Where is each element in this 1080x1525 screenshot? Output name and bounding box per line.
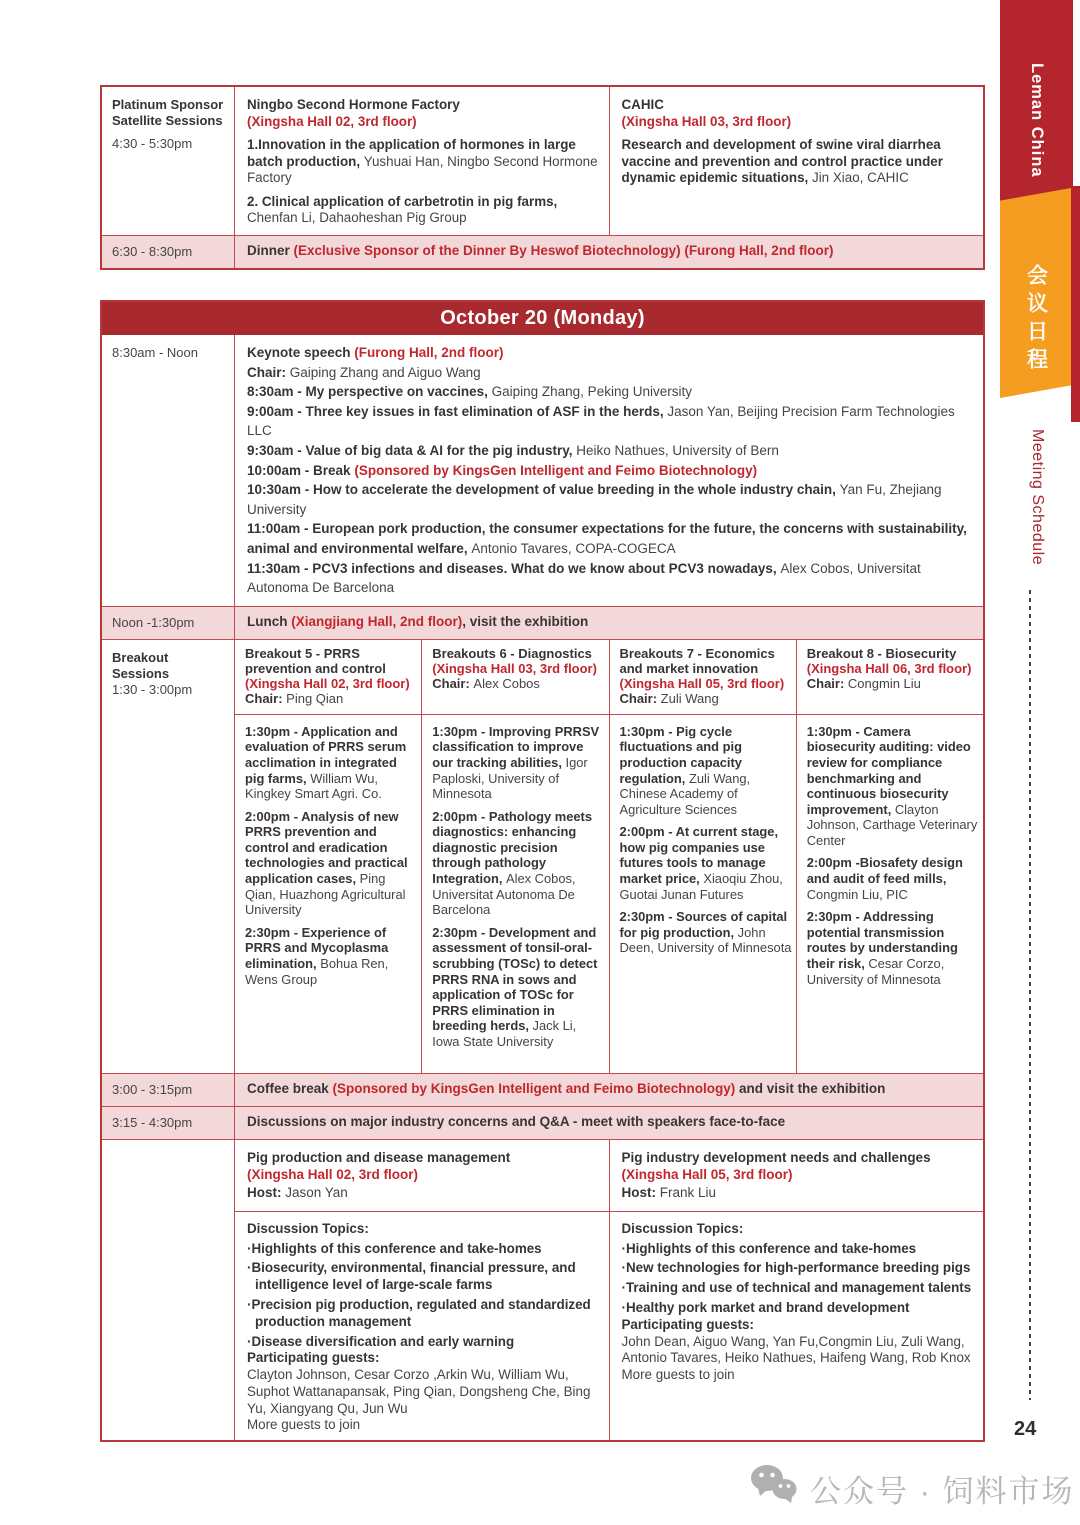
satellite-row <box>102 87 983 235</box>
sidebar-dotted-line <box>1029 590 1031 1400</box>
panels-header-row <box>235 1140 983 1212</box>
breakout6-header: Breakouts 6 - Diagnostics (Xingsha Hall 03, 3rd floor) Chair: Alex Cobos <box>422 640 609 714</box>
keynote-cell: Keynote speech (Furong Hall, 2nd floor) Chair: Gaiping Zhang and Aiguo Wang 8:30am - My perspective on vaccines, Gaiping Zhang, Peking University 9:00am - Three key issues in fast elimination of ASF in the herds, Jason Yan, Beijing Precision Farm Technologies LLC 9:30am - Value of big data & AI for the pig industry, Heiko Nathues, University of Bern 10:00am - Break (Sponsored by KingsGen Intelligent and Feimo Biotechnology) 10:30am - How to accelerate the development of value breeding in the whole industry chain, Yan Fu, Zhejiang University 11:00am - European pork production, the consumer expectations for the future, the concerns with sustainability, animal and environmental welfare, Antonio Tavares, COPA-COGECA 11:30am - PCV3 infections and diseases. What do we know about PCV3 nowadays, Alex Cobos, Universitat Autonoma De Barcelona <box>247 345 967 596</box>
breakout5-content: 1:30pm - Application and evaluation of PRRS serum acclimation in integrated pig farms, William Wu, Kingkey Smart Agri. Co. 2:00pm - Analysis of new PRRS prevention and control and eradication technologies and practical application cases, Ping Qian, Huazhong Agricultural University 2:30pm - Experience of PRRS and Mycoplasma elimination, Bohua Ren, Wens Group <box>235 715 422 1073</box>
panels-grid <box>235 1140 983 1441</box>
breakout8-content: 1:30pm - Camera biosecurity auditing: video review for compliance benchmarking and continuous biosecurity improvement, Clayton Johnson, Carthage Veterinary Center 2:00pm -Biosafety design and audit of feed mills, Congmin Liu, PIC 2:30pm - Addressing potential transmission routes by understanding their risk, Cesar Corzo, University of Minnesota <box>806 723 978 987</box>
wechat-icon <box>750 1464 798 1512</box>
panel-pig-production-header: Pig production and disease management (Xingsha Hall 02, 3rd floor) Host: Jason Yan <box>235 1140 610 1211</box>
satellite-session-cahic: CAHIC (Xingsha Hall 03, 3rd floor) Research and development of swine viral diarrhea vaccine and prevention and control practice under dynamic epidemic situations, Jin Xiao, CAHIC <box>621 97 943 185</box>
coffee-break-row <box>102 1073 983 1106</box>
dinner-time-cell: 6:30 - 8:30pm <box>102 236 235 268</box>
coffee-time-cell: 3:00 - 3:15pm <box>102 1074 235 1106</box>
dinner-row <box>102 235 983 268</box>
panels-empty-time-cell <box>102 1140 235 1441</box>
breakout-grid <box>235 640 983 1073</box>
panel-pig-industry-header: Pig industry development needs and challenges (Xingsha Hall 05, 3rd floor) Host: Frank Liu <box>621 1149 931 1200</box>
sidebar-red-sliver <box>1071 186 1080 422</box>
lunch-cell: Lunch (Xiangjiang Hall, 2nd floor), visit the exhibition <box>247 614 589 630</box>
satellite-time-cell: Platinum Sponsor Satellite Sessions 4:30 - 5:30pm <box>102 87 235 235</box>
sidebar-brand-wrap <box>1000 40 1073 200</box>
breakout-header-row <box>235 640 983 715</box>
breakout-section <box>102 639 983 1073</box>
keynote-time-cell: 8:30am - Noon <box>102 335 235 606</box>
breakout7-header: Breakouts 7 - Economics and market innovation (Xingsha Hall 05, 3rd floor) Chair: Zuli Wang <box>610 640 797 714</box>
coffee-cell: Coffee break (Sponsored by KingsGen Intelligent and Feimo Biotechnology) and visit the exhibition <box>247 1081 886 1097</box>
sidebar-section-title: Meeting Schedule <box>1029 428 1046 566</box>
keynote-row <box>102 335 983 606</box>
watermark <box>750 1464 1075 1512</box>
sidebar-cn-title: 会议日程 <box>1024 264 1048 376</box>
discussions-time-cell: 3:15 - 4:30pm <box>102 1107 235 1139</box>
discussions-cell: Discussions on major industry concerns and Q&A - meet with speakers face-to-face <box>247 1114 786 1130</box>
panel-pig-production-topics: Discussion Topics: ·Highlights of this conference and take-homes ·Biosecurity, environmental, financial pressure, and intelligence level of large-scale farms ·Precision pig production, regulated and standardized production management ·Disease diversification and early warning Participating guests: Clayton Johnson, Cesar Corzo ,Arkin Wu, William Wu, Suphot Wattanapansak, Ping Qian, Dongsheng Che, Bing Yu, Xiangyang Qu, Jun Wu More guests to join <box>235 1212 610 1441</box>
breakout8-header: Breakout 8 - Biosecurity (Xingsha Hall 06, 3rd floor) Chair: Congmin Liu <box>806 645 972 692</box>
breakout-time-cell: Breakout Sessions 1:30 - 3:00pm <box>102 640 235 1073</box>
sidebar-brand: Leman China <box>1028 62 1046 178</box>
lunch-row <box>102 606 983 639</box>
breakout7-content: 1:30pm - Pig cycle fluctuations and pig production capacity regulation, Zuli Wang, Chinese Academy of Agriculture Sciences 2:00pm - At current stage, how pig companies use futures tools to manage market price, Xiaoqiu Zhou, Guotai Junan Futures 2:30pm - Sources of capital for pig production, John Deen, University of Minnesota <box>610 715 797 1073</box>
breakout-content-row <box>235 715 983 1073</box>
sidebar-section-wrap <box>1002 412 1072 582</box>
panels-section <box>102 1139 983 1441</box>
day-header: October 20 (Monday) <box>102 302 983 335</box>
satellite-sessions-table <box>100 85 985 270</box>
discussions-row <box>102 1106 983 1139</box>
satellite-session-ningbo: Ningbo Second Hormone Factory (Xingsha Hall 02, 3rd floor) 1.Innovation in the application of hormones in large batch production, Yushuai Han, Ningbo Second Hormone Factory 2. Clinical application of carbetrotin in pig farms, Chenfan Li, Dahaoheshan Pig Group <box>235 87 610 235</box>
page-number: 24 <box>1014 1418 1037 1440</box>
breakout5-header: Breakout 5 - PRRS prevention and control (Xingsha Hall 02, 3rd floor) Chair: Ping Qian <box>235 640 422 714</box>
breakout6-content: 1:30pm - Improving PRRSV classification to improve our tracking abilities, Igor Paploski, University of Minnesota 2:00pm - Pathology meets diagnostics: enhancing diagnostic precision through pathology Integration, Alex Cobos, Universitat Autonoma De Barcelona 2:30pm - Development and assessment of tonsil-oral-scrubbing (TOSc) to detect PRRS RNA in sows and application of TOSc for PRRS elimination in breeding herds, Jack Li, Iowa State University <box>422 715 609 1073</box>
panel-pig-industry-topics: Discussion Topics: ·Highlights of this conference and take-homes ·New technologies for high-performance breeding pigs ·Training and use of technical and management talents ·Healthy pork market and brand development Participating guests: John Dean, Aiguo Wang, Yan Fu,Congmin Liu, Zuli Wang, Antonio Tavares, Heiko Nathues, Haifeng Wang, Rob Knox More guests to join <box>621 1220 972 1383</box>
sidebar-cn-wrap <box>1000 240 1071 400</box>
dinner-cell: Dinner (Exclusive Sponsor of the Dinner By Heswof Biotechnology) (Furong Hall, 2nd floor) <box>247 243 834 259</box>
monday-schedule-table <box>100 300 985 1442</box>
panels-topics-row <box>235 1212 983 1441</box>
lunch-time-cell: Noon -1:30pm <box>102 607 235 639</box>
watermark-label: 公众号 · 饲料市场 <box>810 1473 1075 1509</box>
